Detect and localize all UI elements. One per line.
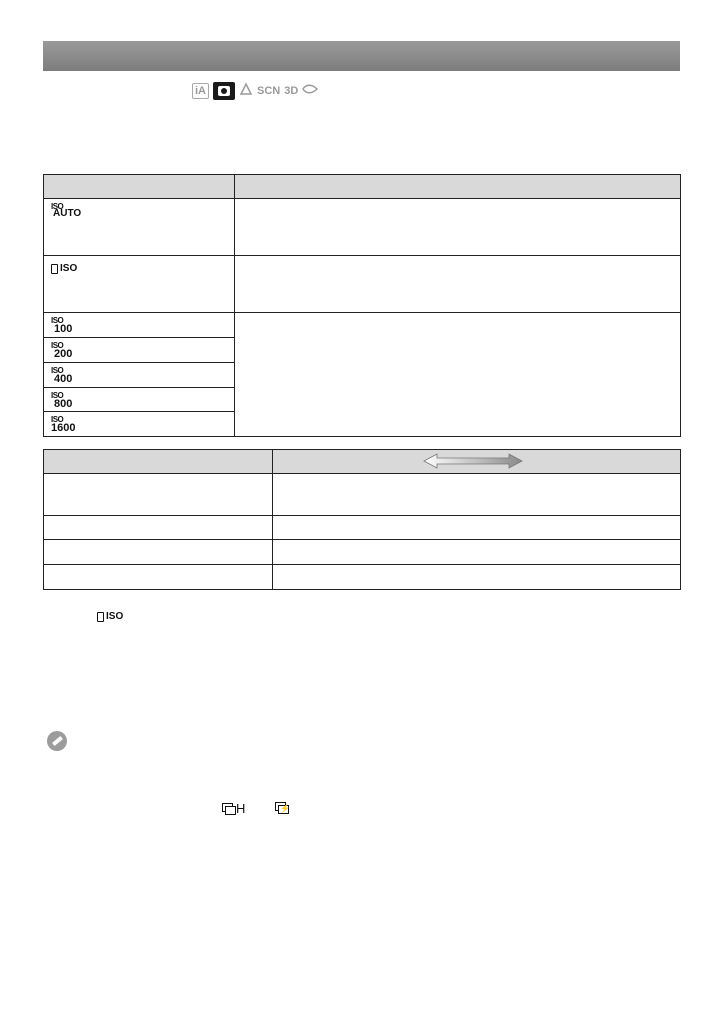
- creative-effect-icon: [302, 83, 318, 99]
- 3d-mode-icon: 3D: [284, 85, 299, 97]
- table-cell: [44, 565, 273, 590]
- table-cell: [273, 540, 681, 565]
- double-arrow-icon: [423, 453, 523, 469]
- intelligent-auto-icon: iA: [192, 83, 209, 99]
- table-header-cell: [235, 175, 681, 199]
- iso-auto-cell: ISO AUTO: [44, 199, 235, 256]
- iso-400-cell: ISO 400: [44, 363, 235, 388]
- description-cell: [235, 256, 681, 313]
- custom-mode-icon: [239, 82, 253, 100]
- iso-settings-table: [43, 174, 681, 437]
- burst-mode-icons: [222, 801, 289, 816]
- iso-800-cell: ISO 800: [44, 388, 235, 412]
- camera-icon: [213, 82, 235, 100]
- high-speed-burst-icon: H: [222, 801, 245, 816]
- table-cell: [273, 474, 681, 516]
- table-cell: [44, 516, 273, 540]
- scene-mode-icon: SCN: [257, 85, 281, 97]
- iso-100-cell: ISO 100: [44, 313, 235, 338]
- intelligent-iso-icon: ISO: [51, 263, 77, 274]
- intelligent-iso-cell: [44, 256, 235, 313]
- table-cell: [44, 474, 273, 516]
- section-title-bar: [43, 41, 680, 71]
- description-cell: [235, 313, 681, 437]
- intelligent-iso-inline-icon: ISO: [97, 611, 123, 622]
- table-cell: [44, 540, 273, 565]
- iso-comparison-table: [43, 449, 681, 590]
- table-header-cell: [44, 450, 273, 474]
- iso-1600-cell: ISO 1600: [44, 412, 235, 437]
- table-header-cell: [273, 450, 681, 474]
- description-cell: [235, 199, 681, 256]
- note-pencil-icon: [47, 731, 67, 751]
- table-header-cell: [44, 175, 235, 199]
- table-cell: [273, 516, 681, 540]
- iso-200-cell: ISO 200: [44, 338, 235, 363]
- recording-mode-icons: [192, 82, 318, 100]
- table-cell: [273, 565, 681, 590]
- iso-auto-icon: ISO: [51, 202, 64, 211]
- flash-burst-icon: ⚡: [275, 802, 289, 815]
